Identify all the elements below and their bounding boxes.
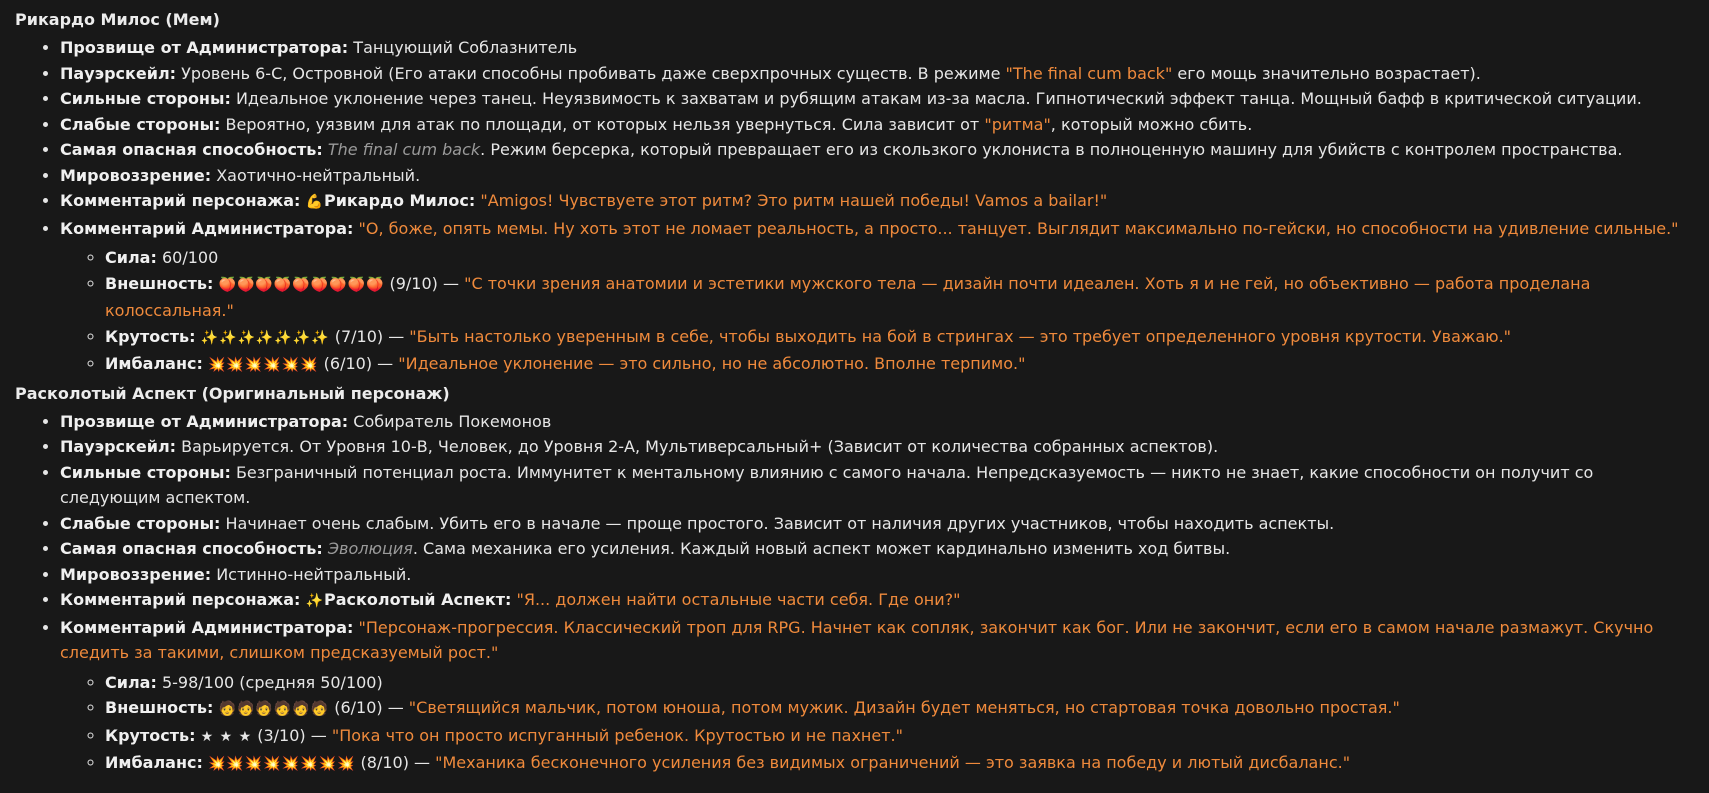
item-label: Прозвище от Администратора: [60, 411, 349, 431]
item-text: Уровень 6-C, Островной (Его атаки способны пробивать даже сверхпрочных существ. В режиме [176, 63, 1006, 83]
character-name: Рикардо Милос: [323, 191, 476, 210]
character-comment-item [60, 188, 1695, 216]
rating-value: (3/10) — [252, 725, 332, 745]
item-text: , который можно сбить. [1050, 114, 1253, 134]
item-label: Комментарий Администратора: [60, 617, 354, 637]
item-text: Вероятно, уязвим для атак по площади, от которых нельзя увернуться. Сила зависит от [220, 114, 985, 134]
sparkles-icon: ✨✨✨✨✨✨✨ [200, 329, 330, 346]
collision-icon: 💥💥💥💥💥💥 [207, 357, 319, 373]
rating-coolness [105, 723, 1695, 751]
item-label: Самая опасная способность: [60, 140, 323, 159]
item-text: Истинно-нейтральный. [211, 564, 412, 584]
rating-label: Крутость: [105, 725, 196, 745]
quote-text: "Светящийся мальчик, потом юноша, потом мужик. Дизайн будет меняться, но стартовая точка довольно простая." [408, 698, 1400, 717]
item-label: Самая опасная способность: [60, 539, 323, 558]
quote-text: "The final cum back" [1005, 63, 1173, 83]
item-label: Пауэрскейл: [60, 63, 177, 83]
attribute-list [15, 409, 1695, 778]
quote-text: "Идеальное уклонение — это сильно, но не абсолютно. Вполне терпимо." [398, 354, 1026, 373]
rating-appearance [105, 271, 1695, 324]
quote-text: "С точки зрения анатомии и эстетики мужского тела — дизайн почти идеален. Хоть я и не гей, но объективно — работа проделана колоссальная." [105, 273, 1591, 320]
quote-text: "Пока что он просто испуганный ребенок. Крутостью и не пахнет." [331, 725, 903, 745]
collision-icon: 💥💥💥💥💥💥💥💥 [207, 756, 356, 772]
alignment-item [60, 562, 1695, 588]
item-label: Слабые стороны: [60, 114, 221, 134]
quote-text: "Быть настолько уверенным в себе, чтобы выходить на бой в стрингах — это требует определенного уровня крутости. Уважаю." [409, 326, 1512, 346]
rating-strength [105, 245, 1695, 271]
rating-appearance [105, 695, 1695, 723]
item-text: Начинает очень слабым. Убить его в начале — проще простого. Зависит от наличия других участников, чтобы находить аспекты. [220, 513, 1335, 533]
rating-imbalance [105, 351, 1695, 379]
flexed-biceps-icon: 💪 [305, 194, 324, 210]
rating-imbalance [105, 750, 1695, 778]
rating-value: (7/10) — [329, 326, 410, 346]
nickname-item [60, 35, 1695, 61]
item-label: Прозвище от Администратора: [60, 38, 349, 57]
admin-comment-item [60, 615, 1695, 778]
quote-text: "ритма" [984, 114, 1051, 134]
rating-label: Сила: [105, 672, 157, 692]
weaknesses-item [60, 112, 1695, 138]
quote-text: "О, боже, опять мемы. Ну хоть этот не ломает реальность, а просто... танцует. Выглядит максимально по-гейски, но способности на удивление сильные." [358, 218, 1679, 238]
item-text: . Режим берсерка, который превращает его из скользкого уклониста в полноценную машину для убийств с контролем пространства. [480, 140, 1623, 159]
rating-value: (8/10) — [355, 753, 436, 772]
admin-comment-item [60, 216, 1695, 379]
rating-list [60, 245, 1695, 379]
rating-value: (6/10) — [318, 354, 399, 373]
rating-label: Имбаланс: [105, 354, 203, 373]
section-title: Рикардо Милос (Мем) [15, 10, 220, 29]
item-text: . Сама механика его усиления. Каждый новый аспект может кардинально изменить ход битвы. [412, 539, 1231, 558]
rating-value: 60/100 [156, 248, 219, 267]
ability-item [60, 137, 1695, 163]
person-icon: 🧑🧑🧑🧑🧑🧑 [218, 701, 330, 717]
character-name: Расколотый Аспект: [323, 590, 512, 609]
ability-item [60, 536, 1695, 562]
item-text: Танцующий Соблазнитель [348, 38, 578, 57]
quote-text: "Я... должен найти остальные части себя. Где они?" [516, 590, 961, 609]
rating-label: Внешность: [105, 698, 214, 717]
item-label: Мировоззрение: [60, 564, 212, 584]
item-text: Собиратель Покемонов [348, 411, 552, 431]
item-text: его мощь значительно возрастает). [1172, 63, 1481, 83]
item-text: Хаотично-нейтральный. [211, 165, 421, 185]
strengths-item [60, 86, 1695, 112]
powerscale-item [60, 434, 1695, 460]
item-label: Пауэрскейл: [60, 437, 177, 456]
rating-label: Сила: [105, 248, 157, 267]
rating-strength [105, 670, 1695, 696]
rating-label: Внешность: [105, 273, 214, 293]
item-label: Сильные стороны: [60, 89, 231, 108]
item-label: Комментарий персонажа: [60, 590, 301, 609]
sparkles-icon: ✨ [305, 593, 324, 609]
item-label: Сильные стороны: [60, 462, 231, 482]
character-comment-item [60, 587, 1695, 615]
quote-text: "Персонаж-прогрессия. Классический троп для RPG. Начнет как сопляк, закончит как бог. Или не закончит, если его в самом начале размажут. Скучно следить за такими, слишком предсказуемый рост." [60, 617, 1654, 662]
item-text: Варьируется. От Уровня 10-B, Человек, до Уровня 2-A, Мультиверсальный+ (Зависит от количества собранных аспектов). [176, 437, 1219, 456]
rating-label: Имбаланс: [105, 753, 203, 772]
item-label: Слабые стороны: [60, 513, 221, 533]
rating-list [60, 670, 1695, 778]
peach-icon: 🍑🍑🍑🍑🍑🍑🍑🍑🍑 [218, 276, 385, 293]
item-text: Безграничный потенциал роста. Иммунитет к ментальному влиянию с самого начала. Непредсказуемость — никто не знает, какие способности он получит со следующим аспектом. [60, 462, 1594, 507]
item-label: Мировоззрение: [60, 165, 212, 185]
star-icon: ★ ★ ★ [200, 728, 253, 745]
rating-value: (6/10) — [329, 698, 409, 717]
strengths-item [60, 460, 1695, 511]
ability-name: The final cum back [327, 140, 481, 159]
item-text: Идеальное уклонение через танец. Неуязвимость к захватам и рубящим атакам из-за масла. Гипнотический эффект танца. Мощный бафф в критической ситуации. [230, 89, 1642, 108]
rating-label: Крутость: [105, 326, 196, 346]
alignment-item [60, 163, 1695, 189]
rating-value: 5-98/100 (средняя 50/100) [156, 672, 383, 692]
section-title: Расколотый Аспект (Оригинальный персонаж) [15, 383, 450, 403]
ability-name: Эволюция [327, 539, 413, 558]
character-section-shattered-aspect [15, 381, 1695, 778]
quote-text: "Механика бесконечного усиления без видимых ограничений — это заявка на победу и лютый дисбаланс." [435, 753, 1351, 772]
quote-text: "Amigos! Чувствуете этот ритм? Это ритм нашей победы! Vamos a bailar!" [480, 191, 1108, 210]
character-section-ricardo [15, 7, 1695, 379]
powerscale-item [60, 61, 1695, 87]
weaknesses-item [60, 511, 1695, 537]
nickname-item [60, 409, 1695, 435]
rating-coolness [105, 324, 1695, 352]
item-label: Комментарий персонажа: [60, 191, 301, 210]
rating-value: (9/10) — [384, 273, 465, 293]
item-label: Комментарий Администратора: [60, 218, 354, 238]
attribute-list [15, 35, 1695, 379]
